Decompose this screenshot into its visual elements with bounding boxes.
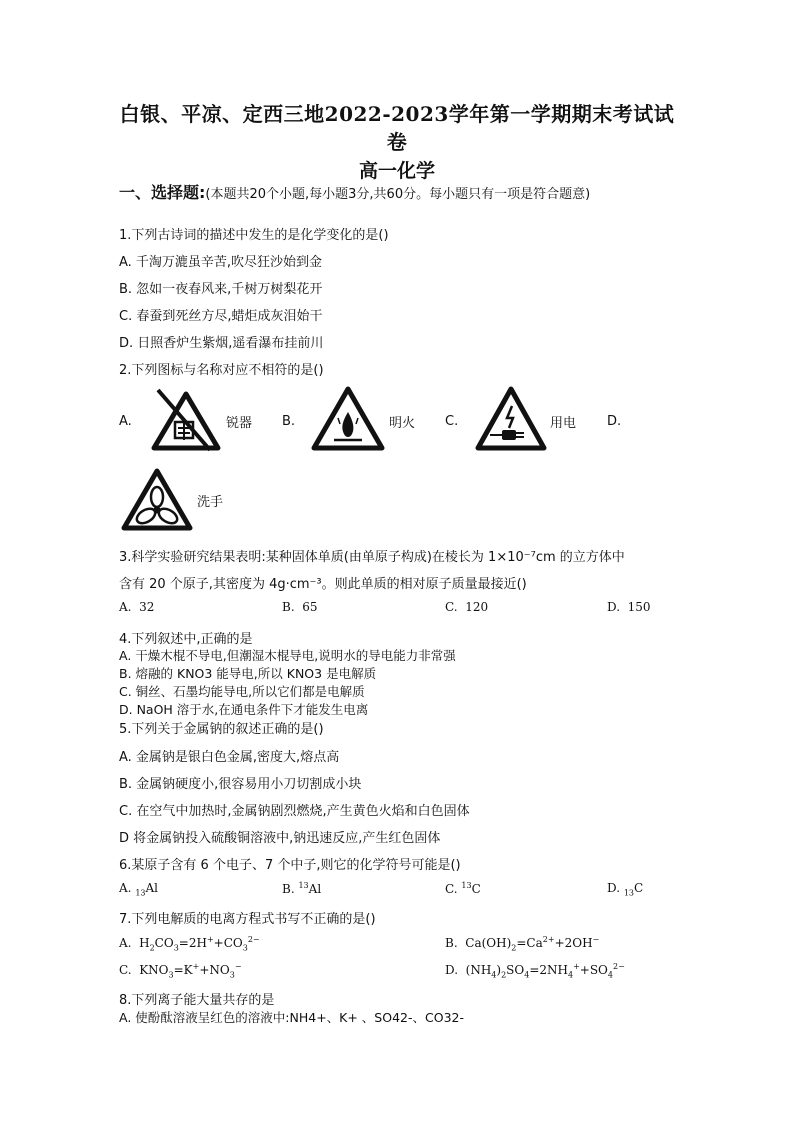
q3-option-a: A. 32 [119, 600, 155, 614]
q6-option-d: D. $_{13}$C [607, 881, 644, 898]
q7-stem: 7.下列电解质的电离方程式书写不正确的是() [119, 912, 376, 927]
q2-name-c: 用电 [550, 416, 577, 431]
q5-stem: 5.下列关于金属钠的叙述正确的是() [119, 722, 324, 737]
section-title: 一、选择题: [119, 183, 206, 202]
q4-option-a: A. 干燥木棍不导电,但潮湿木棍导电,说明水的导电能力非常强 [119, 648, 456, 663]
q3-option-c: C. 120 [445, 600, 489, 614]
q2-letter-a: A. [119, 414, 132, 429]
q1-option-b: B. 忽如一夜春风来,千树万树梨花开 [119, 282, 323, 297]
q2-letter-d: D. [607, 414, 622, 429]
q3-stem-line2: 含有 20 个原子,其密度为 4g·cm⁻³。则此单质的相对原子质量最接近() [119, 577, 527, 592]
q2-letter-c: C. [445, 414, 459, 429]
q6-option-a: A. $_{13}$Al [119, 881, 159, 898]
exam-title: 白银、平凉、定西三地2022-2023学年第一学期期末考试试卷 [119, 102, 675, 154]
electric-warning-icon [474, 384, 548, 454]
q1-option-c: C. 春蚕到死丝方尽,蜡炬成灰泪始干 [119, 309, 323, 324]
q6-option-b: B. $^{13}$Al [282, 881, 322, 896]
q2-letter-b: B. [282, 414, 296, 429]
q8-stem: 8.下列离子能大量共存的是 [119, 993, 275, 1008]
q5-option-c: C. 在空气中加热时,金属钠剧烈燃烧,产生黄色火焰和白色固体 [119, 804, 470, 819]
q3-stem-line1: 3.科学实验研究结果表明:某种固体单质(由单原子构成)在棱长为 1×10⁻⁷cm 的立方体中 [119, 550, 625, 565]
q7-option-a: A. $H_2CO_3=2H^++CO_3^{2-}$ [119, 935, 260, 953]
q7-option-b: B. $Ca(OH)_2=Ca^{2+}+2OH^-$ [445, 935, 600, 953]
section-heading [119, 183, 679, 204]
q6-option-c: C. $^{13}$C [445, 881, 481, 896]
q4-stem: 4.下列叙述中,正确的是 [119, 632, 253, 647]
q5-option-b: B. 金属钠硬度小,很容易用小刀切割成小块 [119, 777, 362, 792]
q5-option-d: D 将金属钠投入硫酸铜溶液中,钠迅速反应,产生红色固体 [119, 831, 441, 846]
q1-stem: 1.下列古诗词的描述中发生的是化学变化的是() [119, 228, 389, 243]
q2-name-a: 锐器 [226, 416, 253, 431]
no-sharp-icon [150, 388, 222, 454]
fan-warning-icon [120, 466, 194, 534]
q1-option-a: A. 千淘万漉虽辛苦,吹尽狂沙始到金 [119, 255, 323, 270]
section-instructions: (本题共20个小题,每小题3分,共60分。每小题只有一项是符合题意) [205, 187, 591, 202]
q2-name-b: 明火 [389, 416, 416, 431]
q4-option-b: B. 熔融的 KNO3 能导电,所以 KNO3 是电解质 [119, 666, 377, 681]
q4-option-c: C. 铜丝、石墨均能导电,所以它们都是电解质 [119, 684, 365, 699]
q4-option-d: D. NaOH 溶于水,在通电条件下才能发生电离 [119, 702, 369, 717]
q5-option-a: A. 金属钠是银白色金属,密度大,熔点高 [119, 750, 340, 765]
open-flame-warning-icon [310, 384, 386, 454]
q8-option-a: A. 使酚酞溶液呈红色的溶液中:NH4+、K+ 、SO42-、CO32- [119, 1010, 464, 1025]
q3-option-b: B. 65 [282, 600, 318, 614]
q1-option-d: D. 日照香炉生紫烟,遥看瀑布挂前川 [119, 336, 324, 351]
q3-option-d: D. 150 [607, 600, 651, 614]
q7-option-c: C. $KNO_3=K^++NO_3^-$ [119, 962, 242, 980]
q6-stem: 6.某原子含有 6 个电子、7 个中子,则它的化学符号可能是() [119, 858, 461, 873]
q2-stem: 2.下列图标与名称对应不相符的是() [119, 363, 324, 378]
q7-option-d: D. $(NH_4)_2SO_4=2NH_4^++SO_4^{2-}$ [445, 962, 625, 980]
q2-name-d: 洗手 [197, 495, 224, 510]
exam-subject: 高一化学 [358, 160, 435, 182]
